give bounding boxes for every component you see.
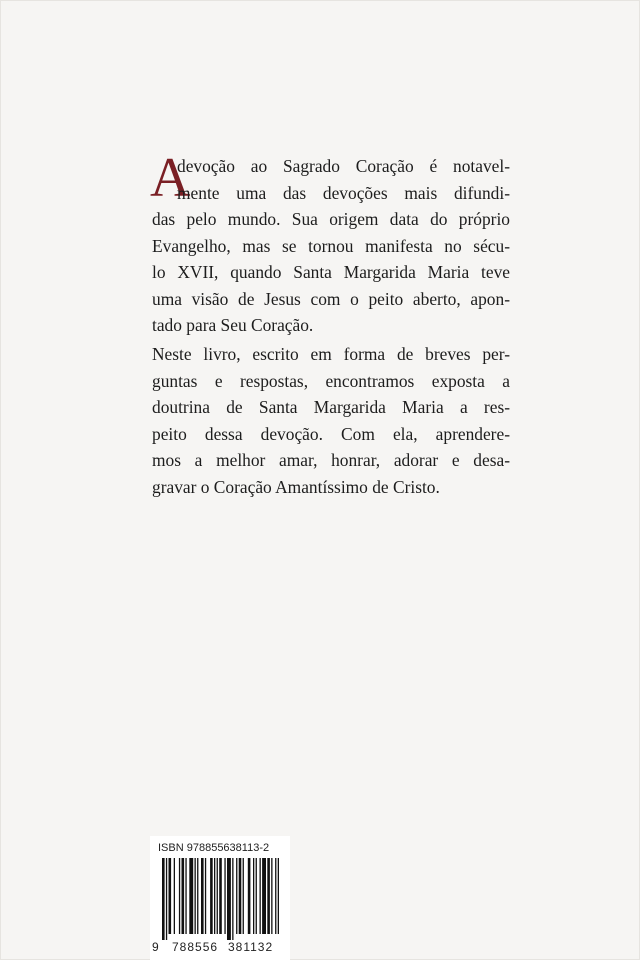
drop-cap-letter: A bbox=[150, 147, 191, 209]
barcode-bar bbox=[253, 858, 254, 934]
blurb-line: doutrina de Santa Margarida Maria a res- bbox=[152, 397, 510, 417]
barcode-bars bbox=[154, 858, 286, 940]
barcode-bar bbox=[260, 858, 261, 934]
blurb-line: mente uma das devoções mais difundi- bbox=[177, 182, 510, 203]
barcode-bar bbox=[210, 858, 213, 934]
barcode-bar bbox=[169, 858, 172, 934]
barcode-bar bbox=[189, 858, 193, 934]
barcode-bar bbox=[232, 858, 233, 940]
blurb-line: lo XVII, quando Santa Margarida Maria teve bbox=[152, 262, 510, 282]
barcode-bar bbox=[224, 858, 225, 934]
isbn-barcode bbox=[150, 836, 290, 960]
blurb-line: Evangelho, mas se tornou manifesta no sécu- bbox=[152, 235, 510, 256]
blurb-line: mos a melhor amar, honrar, adorar e desa- bbox=[152, 450, 510, 470]
barcode-bar bbox=[227, 858, 231, 940]
barcode-bar bbox=[179, 858, 180, 934]
barcode-bar bbox=[236, 858, 237, 934]
blurb-line: devoção ao Sagrado Coração é notavel- bbox=[177, 156, 510, 176]
barcode-bar bbox=[271, 858, 272, 934]
barcode-bar bbox=[162, 858, 165, 940]
barcode-digit-first: 9 bbox=[152, 940, 159, 954]
barcode-bar bbox=[275, 858, 276, 934]
blurb-line: peito dessa devoção. Com ela, aprendere- bbox=[152, 423, 510, 444]
barcode-bar bbox=[239, 858, 242, 934]
barcode-bar bbox=[205, 858, 206, 934]
barcode-bar bbox=[278, 858, 279, 934]
barcode-bar bbox=[166, 858, 167, 940]
blurb-line: tado para Seu Coração. bbox=[152, 315, 314, 335]
barcode-bar bbox=[256, 858, 257, 934]
barcode-bar bbox=[267, 858, 270, 934]
barcode-bar bbox=[201, 858, 204, 934]
blurb-line: guntas e respostas, encontramos exposta a bbox=[152, 370, 510, 391]
blurb-line: Neste livro, escrito em forma de breves per- bbox=[152, 344, 510, 364]
barcode-bar bbox=[219, 858, 222, 934]
blurb-paragraph-2 bbox=[152, 341, 510, 500]
barcode-digits-right: 381132 bbox=[228, 940, 274, 954]
isbn-label: ISBN 978855638113-2 bbox=[158, 842, 270, 854]
barcode-bar bbox=[262, 858, 266, 934]
barcode-bar bbox=[197, 858, 198, 934]
barcode-bar bbox=[195, 858, 196, 934]
barcode-bar bbox=[182, 858, 185, 934]
barcode-bar bbox=[243, 858, 244, 934]
barcode-digits-left: 788556 bbox=[172, 940, 219, 954]
blurb-line: uma visão de Jesus com o peito aberto, apon- bbox=[152, 288, 510, 309]
blurb-line: gravar o Coração Amantíssimo de Cristo. bbox=[152, 476, 440, 497]
barcode-bar bbox=[185, 858, 186, 934]
barcode-bar bbox=[214, 858, 215, 934]
barcode-bar bbox=[248, 858, 251, 934]
barcode-bar bbox=[217, 858, 218, 934]
blurb-line: das pelo mundo. Sua origem data do próprio bbox=[152, 209, 510, 229]
blurb-paragraph-1 bbox=[150, 147, 510, 339]
barcode-bar bbox=[174, 858, 175, 934]
